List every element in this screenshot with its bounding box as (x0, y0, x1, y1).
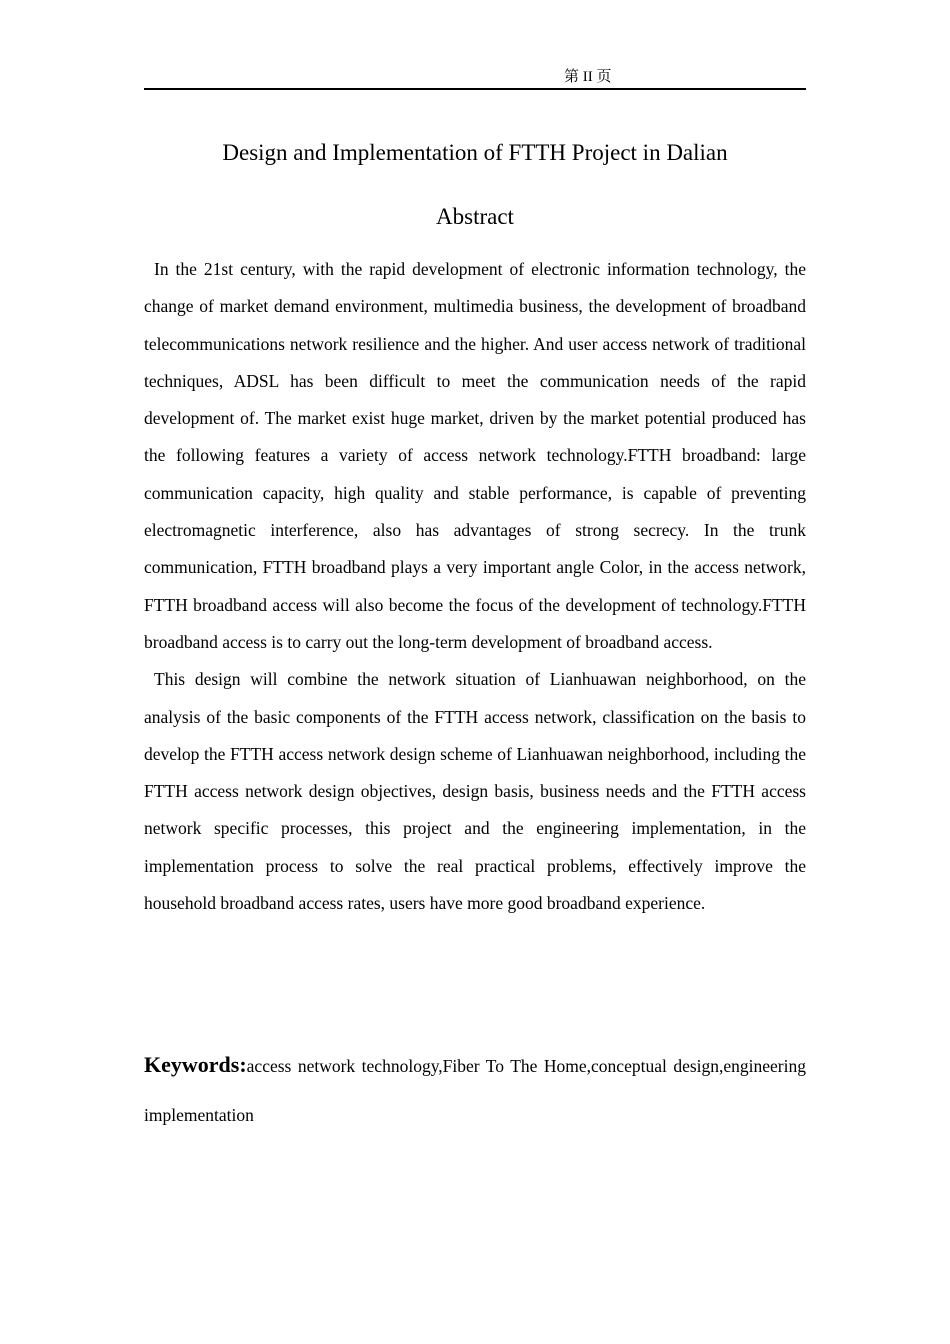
keywords-label: Keywords: (144, 1052, 247, 1077)
abstract-body (144, 251, 806, 922)
page-number-label: 第 II 页 (564, 69, 612, 85)
keywords-line (144, 1040, 806, 1140)
abstract-heading: Abstract (436, 204, 514, 229)
page-header (144, 64, 806, 90)
keywords-text: access network technology,Fiber To The Home,conceptual design,engineering implementation (144, 1056, 806, 1125)
paper-title: Design and Implementation of FTTH Project in Dalian (222, 140, 728, 165)
abstract-paragraph-2: This design will combine the network situation of Lianhuawan neighborhood, on the analysis of the basic components of the FTTH access network, classification on the basis to develop the FTTH access network design scheme of Lianhuawan neighborhood, including the FTTH access network design objectives, design basis, business needs and the FTTH access network specific processes, this project and the engineering implementation, in the implementation process to solve the real practical problems, effectively improve the household broadband access rates, users have more good broadband experience. (144, 669, 806, 914)
abstract-paragraph-1: In the 21st century, with the rapid development of electronic information technology, the change of market demand environment, multimedia business, the development of broadband telecommunications network resilience and the higher. And user access network of traditional techniques, ADSL has been difficult to meet the communication needs of the rapid development of. The market exist huge market, driven by the market potential produced has the following features a variety of access network technology.FTTH broadband: large communication capacity, high quality and stable performance, is capable of preventing electromagnetic interference, also has advantages of strong secrecy. In the trunk communication, FTTH broadband plays a very important angle Color, in the access network, FTTH broadband access will also become the focus of the development of technology.FTTH broadband access is to carry out the long-term development of broadband access. (144, 259, 806, 652)
